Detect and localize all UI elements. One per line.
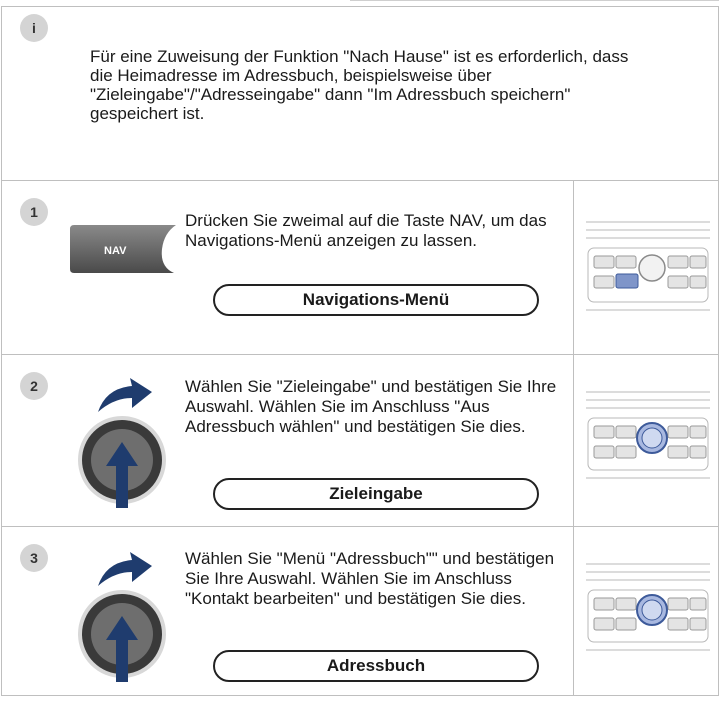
step-number: 2 [30,378,38,394]
step-text-2: Wählen Sie "Zieleingabe" und bestätigen Sie Ihre Auswahl. Wählen Sie im Anschluss "Aus Adressbuch wählen" und bestätigen Sie dies. [185,377,557,436]
step-badge-3 [20,544,48,572]
step-text-3: Wählen Sie "Menü "Adressbuch"" und bestätigen Sie Ihre Auswahl. Wählen Sie im Anschluss "Kontakt bearbeiten" und bestätigen Sie dies. [185,549,555,608]
info-icon: i [32,20,36,36]
step-badge-2 [20,372,48,400]
zieleingabe-button[interactable]: Zieleingabe [213,478,539,510]
control-panel-illustration [582,544,714,674]
nav-key-icon [68,223,178,275]
rotary-knob-icon [76,372,172,512]
step-badge-1 [20,198,48,226]
control-panel-illustration [582,372,714,502]
rotate-arrow-icon [98,552,152,586]
info-text: Für eine Zuweisung der Funktion "Nach Hause" ist es erforderlich, dass die Heimadresse im Adressbuch, beispielsweise über "Zieleingabe"/"Adresseingabe" dann "Im Adressbuch speichern" gespeichert ist. [90,47,629,123]
adressbuch-button[interactable]: Adressbuch [213,650,539,682]
step-text-1: Drücken Sie zweimal auf die Taste NAV, um das Navigations-Menü anzeigen zu lassen. [185,211,547,250]
navigation-menu-button[interactable]: Navigations-Menü [213,284,539,316]
top-rule [350,0,719,1]
column-divider [573,180,574,696]
step-number: 1 [30,204,38,220]
rotate-arrow-icon [98,378,152,412]
control-panel-illustration [582,200,714,330]
rotary-knob-icon [76,546,172,686]
info-badge [20,14,48,42]
nav-key-label: NAV [104,245,127,257]
step-number: 3 [30,550,38,566]
